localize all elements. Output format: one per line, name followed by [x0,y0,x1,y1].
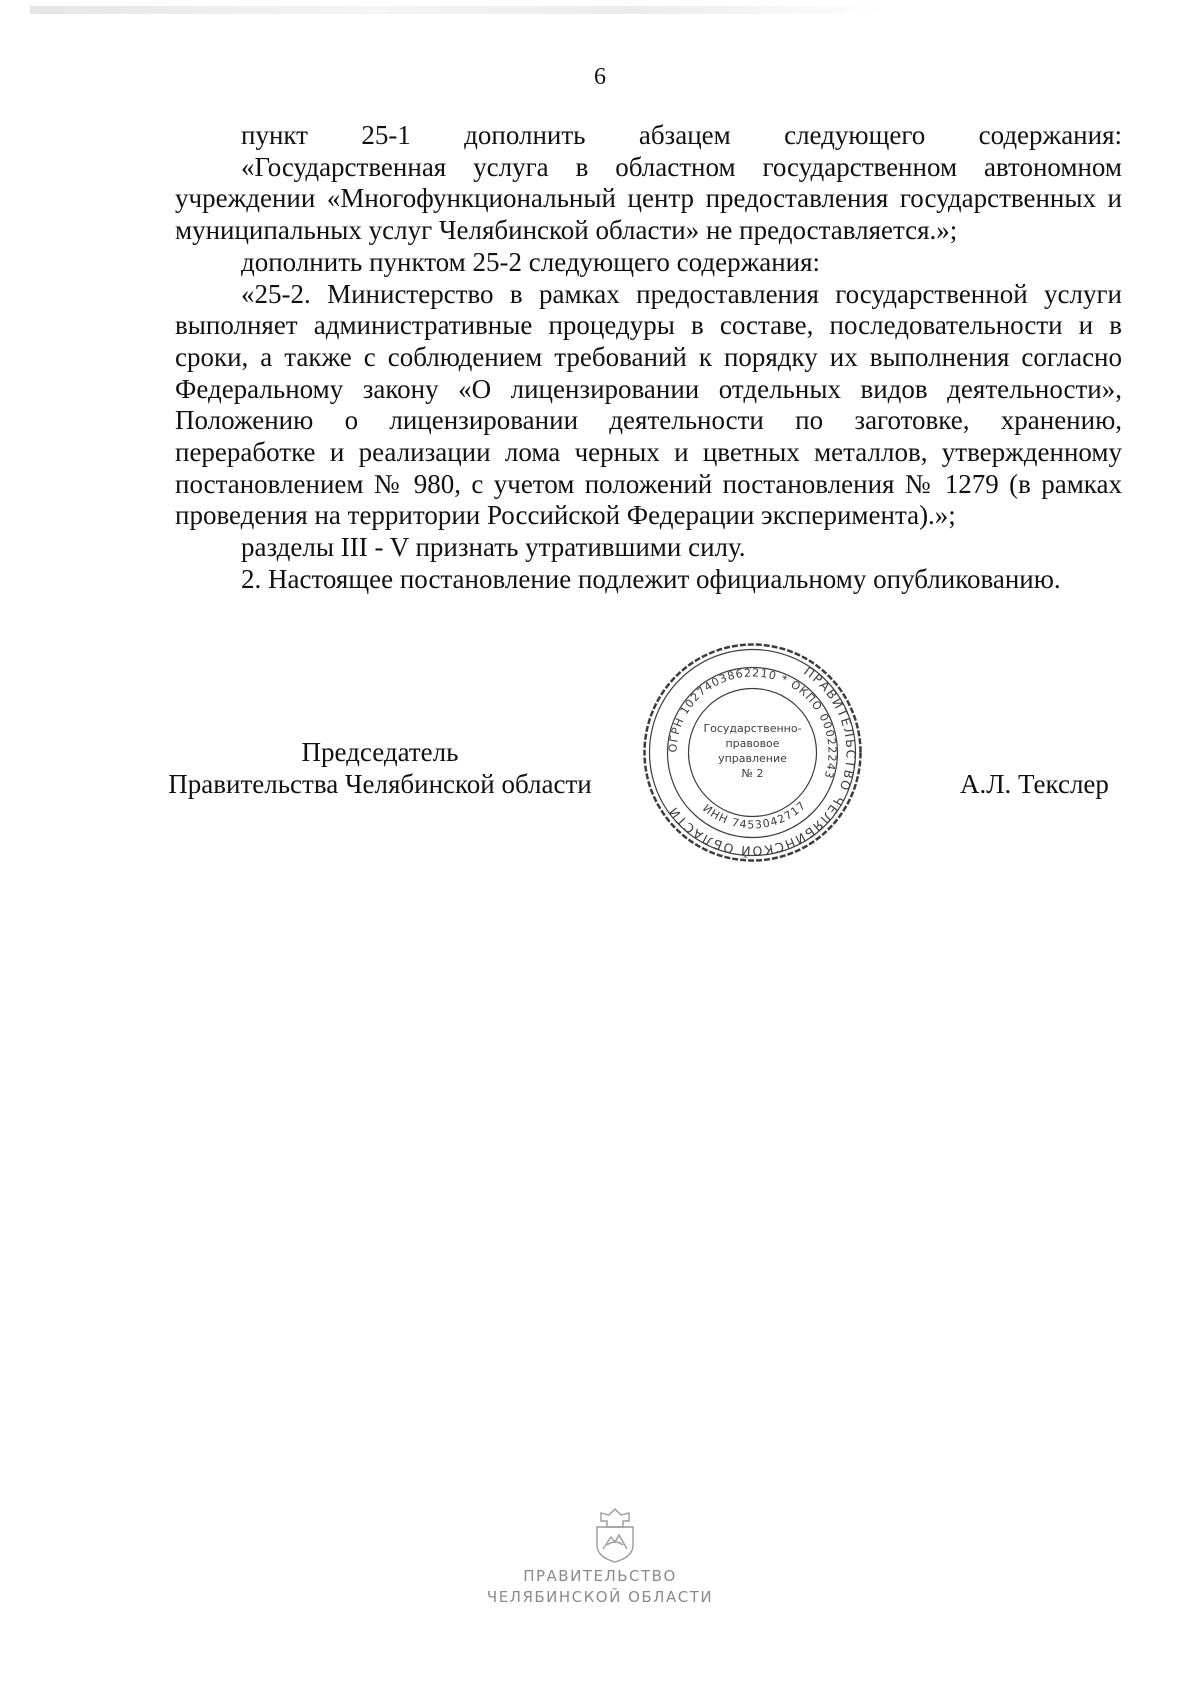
government-footer [0,1566,1200,1608]
paragraph-add-25-2: дополнить пунктом 25-2 следующего содержания: [241,246,821,277]
paragraph-publication: 2. Настоящее постановление подлежит официальному опубликованию. [241,563,1061,594]
signatory-title [160,737,600,800]
paragraph-mfc-text: «Государственная услуга в областном государственном автономном учреждении «Многофункциональный центр предоставления государственных и муниципальных услуг Челябинской области» не предоставляется.»; [175,151,1122,246]
signatory-title-line2: Правительства Челябинской области [168,768,592,799]
footer-line1: ПРАВИТЕЛЬСТВО [523,1567,677,1585]
signatory-name: А.Л. Текслер [960,769,1109,799]
seal-outer-ring-text: ПРАВИТЕЛЬСТВО ЧЕЛЯБИНСКОЙ ОБЛАСТИ [664,663,859,859]
scan-edge-artifact [30,6,890,14]
seal-center-line2: правовое [725,737,780,750]
seal-graphic [640,640,865,865]
chelyabinsk-emblem-icon [585,1505,645,1565]
seal-inn-ring-text: ИНН 7453042717 [700,798,809,832]
official-seal [640,640,865,865]
paragraph-amend-25-1: пункт 25-1 дополнить абзацем следующего содержания: [241,120,1122,150]
seal-center-line1: Государственно- [703,722,802,735]
seal-ogrn-ring-text: ОГРН 1027403862210 * ОКПО 00022243 [666,666,839,781]
seal-center-line3: управление [718,752,787,765]
signatory-title-line1: Председатель [301,737,459,767]
document-body [175,120,1122,596]
paragraph-sections-void: разделы III - V признать утратившими силу. [241,532,746,563]
page-number: 6 [594,64,606,90]
paragraph-25-2-text: «25-2. Министерство в рамках предоставления государственной услуги выполняет административные процедуры в составе, последовательности и в сроки, а также с соблюдением требований к порядку их выполнения согласно Федеральному закону «О лицензировании отдельных видов деятельности», Положению о лицензировании деятельности по заготовке, хранению, переработке и реализации лома черных и цветных металлов, утвержденному постановлением № 980, с учетом положений постановления № 1279 (в рамках проведения на территории Российской Федерации эксперимента).»; [175,278,1122,531]
emblem-graphic [585,1505,645,1565]
footer-line2: ЧЕЛЯБИНСКОЙ ОБЛАСТИ [486,1588,714,1606]
seal-center-line4: № 2 [741,767,764,780]
